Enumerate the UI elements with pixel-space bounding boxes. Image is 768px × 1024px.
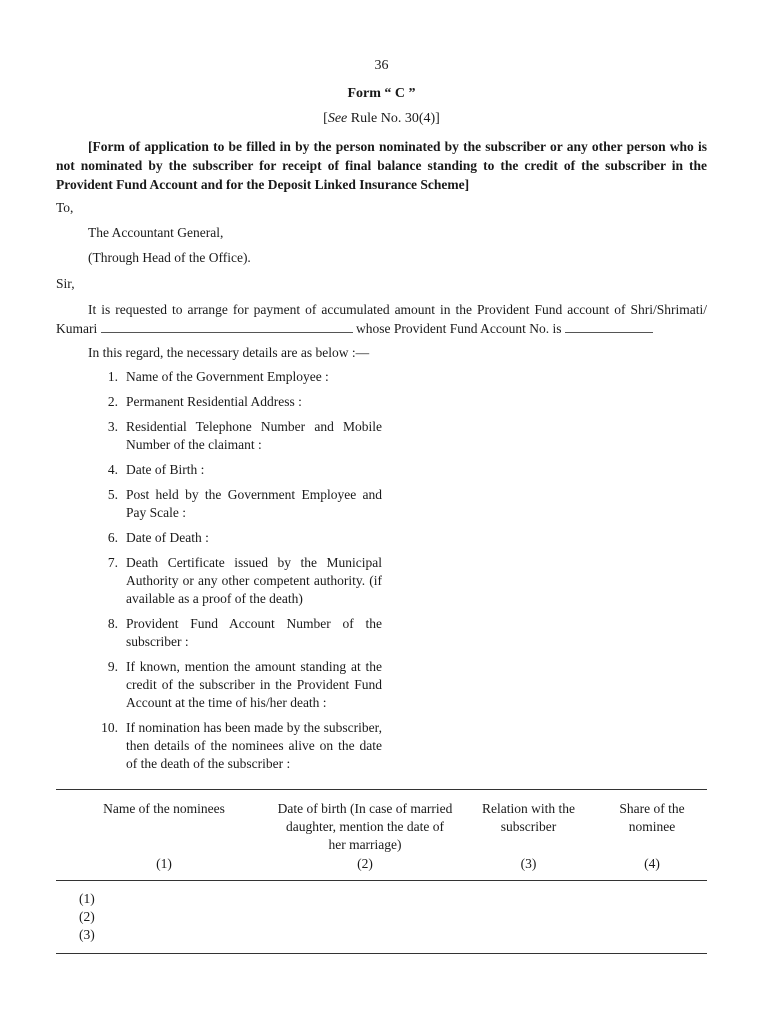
salutation-sir: Sir, bbox=[56, 276, 75, 291]
detail-number: 10. bbox=[101, 720, 118, 735]
detail-text: Permanent Residential Address : bbox=[126, 394, 302, 409]
detail-item bbox=[88, 554, 382, 608]
addressee: The Accountant General, bbox=[88, 225, 224, 240]
rule-ref-rest: Rule No. 30(4)] bbox=[347, 111, 440, 126]
detail-number: 2. bbox=[107, 394, 118, 409]
header-name-of-nominees: Name of the nominees bbox=[103, 801, 225, 816]
detail-text: If known, mention the amount standing at the credit of the subscriber in the Provident Fund Account at the time of his/her death : bbox=[126, 659, 382, 710]
rule-ref-open: [ bbox=[323, 111, 328, 126]
request-part2: whose Provident Fund Account No. is bbox=[356, 321, 562, 336]
employee-name-blank[interactable] bbox=[101, 320, 353, 333]
detail-number: 6. bbox=[107, 530, 118, 545]
header-relation: Relation with the subscriber bbox=[482, 801, 575, 834]
detail-text: Provident Fund Account Number of the subscriber : bbox=[126, 616, 382, 649]
detail-item bbox=[88, 418, 382, 454]
detail-number: 9. bbox=[107, 659, 118, 674]
detail-text: If nomination has been made by the subscriber, then details of the nominees alive on the date of the death of the subscriber : bbox=[126, 720, 382, 771]
detail-item bbox=[88, 486, 382, 522]
page-number: 36 bbox=[374, 58, 389, 73]
column-number-2: (2) bbox=[357, 856, 373, 871]
table-header-rule bbox=[56, 880, 707, 881]
form-page bbox=[56, 0, 707, 1024]
detail-item bbox=[88, 529, 382, 547]
detail-item bbox=[88, 368, 382, 386]
detail-text: Name of the Government Employee : bbox=[126, 369, 329, 384]
column-number-1: (1) bbox=[156, 856, 172, 871]
header-date-of-birth: Date of birth (In case of married daughter, mention the date of her marriage) bbox=[277, 801, 453, 852]
detail-number: 5. bbox=[107, 487, 118, 502]
form-title: Form “ C ” bbox=[347, 86, 416, 101]
detail-text: Date of Death : bbox=[126, 530, 209, 545]
account-number-blank[interactable] bbox=[565, 320, 653, 333]
detail-item bbox=[88, 615, 382, 651]
table-bottom-rule bbox=[56, 953, 707, 954]
salutation-to: To, bbox=[56, 200, 74, 215]
through-head-of-office: (Through Head of the Office). bbox=[88, 250, 251, 265]
detail-text: Date of Birth : bbox=[126, 462, 205, 477]
detail-text: Death Certificate issued by the Municipal Authority or any other competent authority. (if available as a proof of the death) bbox=[126, 555, 382, 606]
table-top-rule bbox=[56, 789, 707, 790]
detail-number: 3. bbox=[107, 419, 118, 434]
request-part1: It is requested to arrange for payment of accumulated amount in the Provident Fund account of Shri/Shrimati/ Kumari bbox=[56, 302, 707, 336]
table-row-number: (2) bbox=[79, 909, 95, 924]
details-list bbox=[88, 368, 382, 780]
detail-number: 7. bbox=[107, 555, 118, 570]
detail-item bbox=[88, 719, 382, 773]
detail-number: 4. bbox=[107, 462, 118, 477]
detail-item bbox=[88, 658, 382, 712]
detail-item bbox=[88, 461, 382, 479]
detail-text: Residential Telephone Number and Mobile Number of the claimant : bbox=[126, 419, 382, 452]
header-share: Share of the nominee bbox=[619, 801, 685, 834]
rule-ref-see: See bbox=[327, 111, 348, 126]
request-paragraph bbox=[56, 300, 707, 338]
detail-number: 8. bbox=[107, 616, 118, 631]
column-number-4: (4) bbox=[644, 856, 660, 871]
detail-text: Post held by the Government Employee and Pay Scale : bbox=[126, 487, 382, 520]
rule-reference bbox=[56, 111, 707, 127]
table-row-number: (1) bbox=[79, 891, 95, 906]
form-heading: [Form of application to be filled in by the person nominated by the subscriber or any other person who is not nominated by the subscriber for receipt of final balance standing to the credit of the subscriber in the Provident Fund Account and for the Deposit Linked Insurance Scheme] bbox=[56, 139, 707, 192]
detail-number: 1. bbox=[107, 369, 118, 384]
table-row-number: (3) bbox=[79, 927, 95, 942]
details-intro: In this regard, the necessary details are as below :— bbox=[88, 345, 370, 360]
column-number-3: (3) bbox=[520, 856, 537, 871]
detail-item bbox=[88, 393, 382, 411]
